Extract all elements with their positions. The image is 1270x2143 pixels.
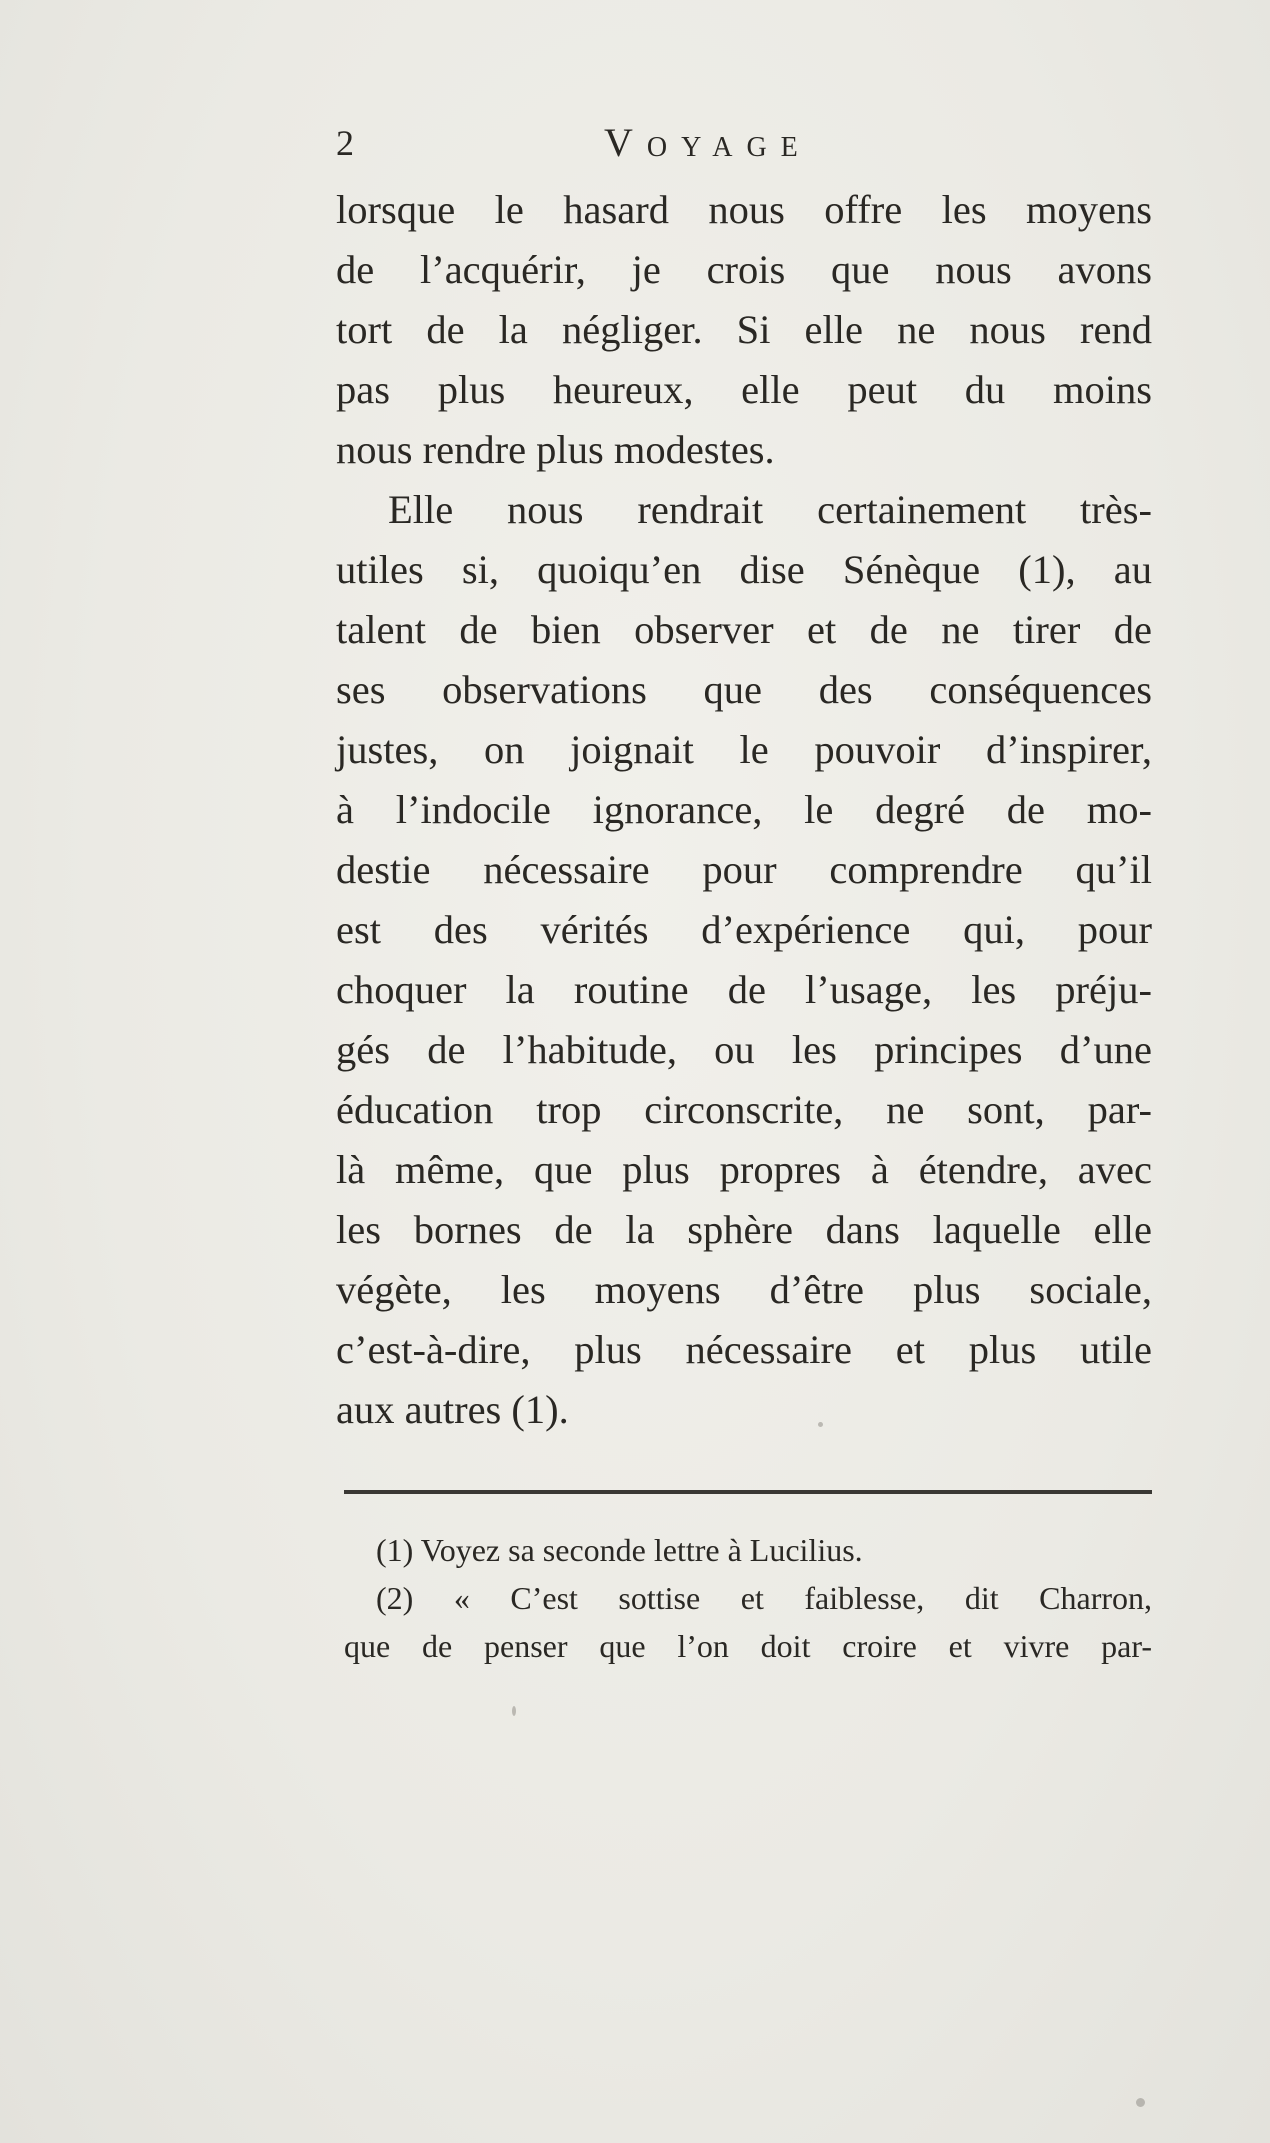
text-line: ses observations que des conséquences — [336, 667, 1152, 712]
footnote-line: que de penser que l’on doit croire et vivre par- — [344, 1628, 1152, 1664]
text-line: gés de l’habitude, ou les principes d’une — [336, 1027, 1152, 1072]
page-header — [336, 118, 1156, 168]
text-line: c’est-à-dire, plus nécessaire et plus utile — [336, 1327, 1152, 1372]
footnote-rule — [344, 1490, 1152, 1494]
text-line: les bornes de la sphère dans laquelle elle — [336, 1207, 1152, 1252]
footnote-line: (2) « C’est sottise et faiblesse, dit Charron, — [376, 1580, 1152, 1616]
text-line: nous rendre plus modestes. — [336, 427, 775, 472]
text-line: Elle nous rendrait certainement très- — [388, 487, 1152, 532]
text-line: éducation trop circonscrite, ne sont, par- — [336, 1087, 1152, 1132]
text-line: à l’indocile ignorance, le degré de mo- — [336, 787, 1152, 832]
page-number: 2 — [336, 123, 354, 163]
text-line: est des vérités d’expérience qui, pour — [336, 907, 1152, 952]
paper-speck — [1136, 2098, 1145, 2107]
text-line: justes, on joignait le pouvoir d’inspirer, — [336, 727, 1152, 772]
footnote-line: (1) Voyez sa seconde lettre à Lucilius. — [376, 1532, 863, 1568]
text-line: utiles si, quoiqu’en dise Sénèque (1), au — [336, 547, 1152, 592]
text-line: pas plus heureux, elle peut du moins — [336, 367, 1152, 412]
text-line: végète, les moyens d’être plus sociale, — [336, 1267, 1152, 1312]
text-line: tort de la négliger. Si elle ne nous rend — [336, 307, 1152, 352]
text-line: de l’acquérir, je crois que nous avons — [336, 247, 1152, 292]
paper-speck — [512, 1706, 516, 1716]
text-line: talent de bien observer et de ne tirer de — [336, 607, 1152, 652]
paper-speck — [818, 1422, 823, 1427]
body-text — [336, 180, 1152, 1440]
text-line: aux autres (1). — [336, 1387, 569, 1432]
running-head: Voyage — [604, 120, 812, 165]
text-line: destie nécessaire pour comprendre qu’il — [336, 847, 1152, 892]
text-line: lorsque le hasard nous offre les moyens — [336, 187, 1152, 232]
text-line: choquer la routine de l’usage, les préju- — [336, 967, 1152, 1012]
footnotes — [344, 1526, 1152, 1670]
text-line: là même, que plus propres à étendre, avec — [336, 1147, 1152, 1192]
